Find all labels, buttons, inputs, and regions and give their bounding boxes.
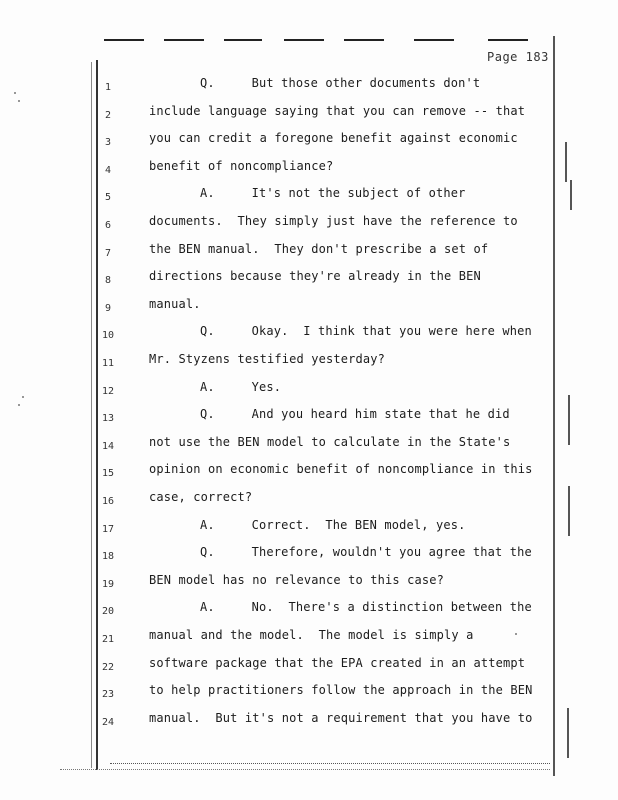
line-number: 19 <box>101 578 115 590</box>
line-number: 21 <box>101 634 115 645</box>
header-rule-segment <box>164 39 204 41</box>
transcript-line <box>0 518 618 540</box>
header-rule-segment <box>104 39 144 41</box>
line-text: you can credit a foregone benefit against economic <box>149 131 518 146</box>
line-text: Mr. Styzens testified yesterday? <box>149 352 385 366</box>
page-number: Page 183 <box>487 50 549 64</box>
line-text: Q. And you heard him state that he did <box>200 407 510 422</box>
transcript-line <box>0 324 618 346</box>
line-text: the BEN manual. They don't prescribe a set of <box>149 241 489 256</box>
line-text: not use the BEN model to calculate in the State's <box>149 434 511 449</box>
line-number: 6 <box>104 220 112 231</box>
line-text: Q. Therefore, wouldn't you agree that the <box>200 545 532 560</box>
transcript-line <box>0 435 618 457</box>
line-text: documents. They simply just have the reference to <box>149 214 518 228</box>
transcript-line <box>0 242 618 264</box>
transcript-line <box>0 76 618 98</box>
line-text: A. Correct. The BEN model, yes. <box>200 517 466 532</box>
transcript-line <box>0 490 618 512</box>
line-number: 8 <box>104 275 112 287</box>
transcript-line <box>0 131 618 153</box>
line-text: benefit of noncompliance? <box>149 158 334 173</box>
line-number: 22 <box>101 661 115 673</box>
line-number: 2 <box>104 109 112 121</box>
transcript-line <box>0 628 618 650</box>
transcript-line <box>0 297 618 319</box>
transcript-line <box>0 352 618 374</box>
line-text: opinion on economic benefit of noncompliance in this <box>149 462 533 477</box>
line-text: A. Yes. <box>200 379 282 394</box>
line-text: A. No. There's a distinction between the <box>200 600 532 615</box>
transcript-line <box>0 600 618 622</box>
header-rule-segment <box>414 39 454 41</box>
line-number: 14 <box>101 440 115 452</box>
line-text: to help practitioners follow the approach in the BEN <box>149 683 533 698</box>
line-number: 1 <box>104 82 112 93</box>
header-rule-segment <box>344 39 384 41</box>
line-number: 3 <box>104 137 112 149</box>
transcript-line <box>0 214 618 236</box>
line-number: 24 <box>101 716 115 728</box>
line-text: A. It's not the subject of other <box>200 186 466 201</box>
scan-speck <box>18 100 20 102</box>
line-text: manual. <box>149 296 201 311</box>
line-number: 10 <box>101 330 115 342</box>
line-number: 5 <box>104 192 112 204</box>
scan-speck <box>22 396 24 398</box>
line-number: 17 <box>101 523 115 535</box>
transcript-line <box>0 545 618 567</box>
line-number: 7 <box>104 247 112 259</box>
line-text: BEN model has no relevance to this case? <box>149 572 444 587</box>
scan-speck <box>14 92 16 94</box>
line-number: 23 <box>101 689 115 701</box>
line-number: 15 <box>101 468 115 480</box>
transcript-line <box>0 573 618 595</box>
transcript-line <box>0 656 618 678</box>
line-text: manual and the model. The model is simply a <box>149 628 474 642</box>
transcript-line <box>0 407 618 429</box>
transcript-line <box>0 380 618 402</box>
line-text: Q. Okay. I think that you were here when <box>200 324 532 339</box>
line-number: 13 <box>101 413 115 425</box>
line-text: manual. But it's not a requirement that you have to <box>149 710 533 725</box>
line-text: software package that the EPA created in an attempt <box>149 655 526 670</box>
line-text: Q. But those other documents don't <box>200 76 481 90</box>
header-rule-segment <box>224 39 262 41</box>
header-rule-segment <box>284 39 324 41</box>
transcript-line <box>0 683 618 705</box>
footer-rule <box>110 763 550 765</box>
footer-rule-lower <box>60 769 550 771</box>
transcript-line <box>0 159 618 181</box>
line-number: 12 <box>101 385 115 397</box>
line-number: 11 <box>101 358 115 369</box>
line-text: case, correct? <box>149 490 253 504</box>
line-number: 16 <box>101 496 115 507</box>
transcript-line <box>0 186 618 208</box>
line-text: directions because they're already in the BEN <box>149 269 481 284</box>
transcript-line <box>0 462 618 484</box>
scan-speck <box>18 404 20 406</box>
line-number: 20 <box>101 606 115 618</box>
header-rule-segment <box>488 39 528 41</box>
line-number: 18 <box>101 551 115 563</box>
transcript-line <box>0 104 618 126</box>
line-text: include language saying that you can remove -- that <box>149 103 526 118</box>
line-number: 9 <box>104 302 112 314</box>
transcript-line <box>0 269 618 291</box>
transcript-line <box>0 711 618 733</box>
line-number: 4 <box>104 164 112 176</box>
scan-speck <box>515 633 517 635</box>
